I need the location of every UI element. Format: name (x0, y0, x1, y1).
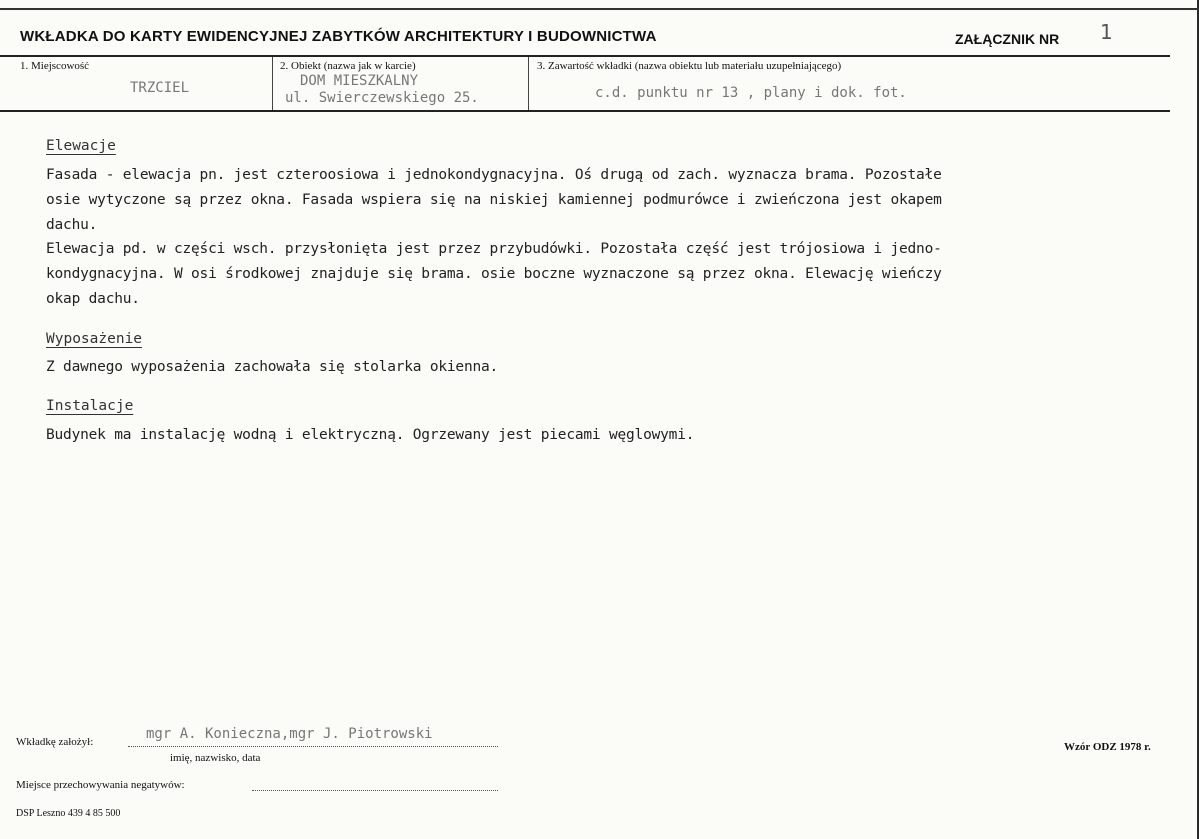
elevations-heading: Elewacje (46, 138, 116, 154)
negatives-label: Miejsce przechowywania negatywów: (16, 779, 185, 791)
equipment-text (46, 355, 498, 380)
negatives-line (252, 790, 498, 791)
object-value-line2: ul. Swierczewskiego 25. (285, 90, 479, 106)
annex-number: 1 (1100, 20, 1113, 44)
annex-label: ZAŁĄCZNIK NR (955, 31, 1060, 47)
contents-label: 3. Zawartość wkładki (nazwa obiektu lub materiału uzupełniającego) (537, 60, 842, 72)
object-value-line1: DOM MIESZKALNY (300, 73, 419, 89)
elevations-line: dachu. (46, 216, 98, 233)
header-rule-top (0, 55, 1170, 57)
elevations-line: kondygnacyjna. W osi środkowej znajduje się brama. osie boczne wyznaczone są przez okna. Elewację wieńczy (46, 266, 942, 283)
field-divider-2 (528, 57, 529, 110)
locality-value: TRZCIEL (130, 80, 190, 96)
created-by-hint: imię, nazwisko, data (170, 752, 261, 764)
elevations-line: okap dachu. (46, 290, 140, 307)
elevations-line: osie wytyczone są przez okna. Fasada wspiera się na niskiej kamiennej podmurówce i zwieńczona jest okapem (46, 191, 942, 208)
header-rule-bottom (0, 110, 1170, 112)
elevations-line: Elewacja pd. w części wsch. przysłonięta jest przez przybudówki. Pozostała część jest trójosiowa i jedno- (46, 241, 942, 258)
installations-text (46, 423, 694, 448)
equipment-line: Z dawnego wyposażenia zachowała się stolarka okienna. (46, 359, 499, 375)
elevations-text (46, 163, 942, 312)
contents-value: c.d. punktu nr 13 , plany i dok. fot. (595, 85, 907, 101)
object-label: 2. Obiekt (nazwa jak w karcie) (280, 60, 416, 72)
form-model: Wzór ODZ 1978 r. (1064, 741, 1151, 753)
created-by-value: mgr A. Konieczna,mgr J. Piotrowski (146, 726, 433, 742)
installations-line: Budynek ma instalację wodną i elektryczną. Ogrzewany jest piecami węglowymi. (46, 427, 695, 443)
elevations-line: Fasada - elewacja pn. jest czteroosiowa i jednokondygnacyjna. Oś drugą od zach. wyznacza brama. Pozostałe (46, 167, 942, 183)
created-by-line (128, 746, 498, 747)
locality-label: 1. Miejscowość (20, 60, 90, 72)
print-info: DSP Leszno 439 4 85 500 (16, 808, 121, 819)
field-divider-1 (272, 57, 273, 110)
created-by-label: Wkładkę założył: (16, 736, 94, 748)
installations-heading: Instalacje (46, 398, 134, 414)
equipment-heading: Wyposażenie (46, 331, 143, 347)
top-border (0, 8, 1199, 10)
card-title: WKŁADKA DO KARTY EWIDENCYJNEJ ZABYTKÓW ARCHITEKTURY I BUDOWNICTWA (20, 28, 657, 45)
